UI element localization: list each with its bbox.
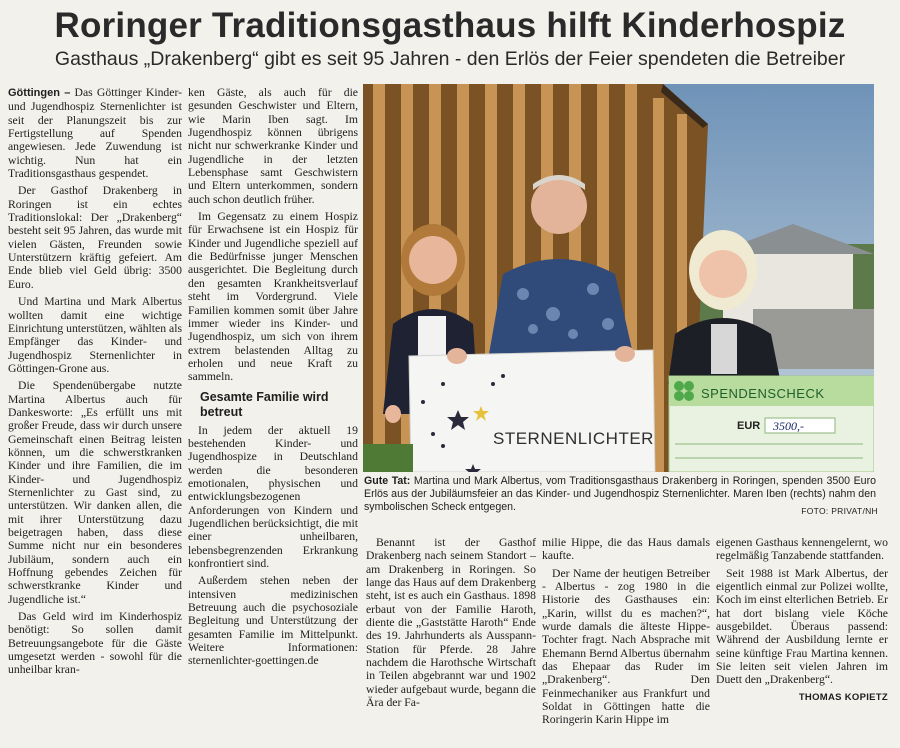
paragraph: Die Spendenübergabe nutzte Martina Albertus auch für Dankesworte: „Es erfüllt uns mit großer Freude, dass wir durch unsere Gemeinschaft einen Beitrag leisten können, um die schwerstkranken Kinder und ihre Familien, die im Kinder- und Jugendhospiz Sternenlichter zu Gast sind, zu unterstützen. Wir danken allen, die mit ihrer Unterstützung dazu beigetragen haben, dass diese Summe nicht nur ein besonderes Jubiläum, sondern auch ein Hoffnung gebendes Zeichen für schwerstkranke Kinder und Jugendliche ist.“ [8, 379, 182, 606]
sign-text: STERNENLICHTER [493, 429, 654, 448]
author-byline: THOMAS KOPIETZ [798, 691, 888, 703]
paragraph: Seit 1988 ist Mark Albertus, der eigentlich einmal zur Polizei wollte, Koch im einst elterlichen Betrieb. Er hat dort bislang viele Köche ausgebildet. Überaus passend: Während der Ausbildung lernte er seine künftige Frau Martina kennen. Sie leiten seit vielen Jahren im Duett den „Drakenberg“. [716, 566, 889, 687]
paragraph: Das Geld wird im Kinderhospiz benötigt: So sollen damit Betreuungsangebote für die Gäste umgesetzt werden - sowohl für die unheilbar kran- [8, 610, 182, 677]
column-2 [188, 86, 358, 672]
paragraph: milie Hippe, die das Haus damals kaufte. [542, 536, 710, 563]
subheadline: Gasthaus „Drakenberg“ gibt es seit 95 Jahren - den Erlös der Feier spendeten die Betreiber [54, 48, 846, 70]
column-5 [542, 536, 710, 731]
paragraph: eigenen Gasthaus kennengelernt, wo regelmäßig Tanzabende stattfanden. [716, 536, 888, 563]
column-4 [366, 536, 536, 713]
paragraph: ken Gäste, als auch für die gesunden Geschwister und Eltern, wie Marin Iben sagt. Im Jugendhospiz können übrigens nicht nur schwerkranke Kinder und Jugendliche in der letzten Lebensphase samt Geschwistern und Eltern unterkommen, sondern auch schon deutlich früher. [188, 86, 358, 206]
paragraph: Göttingen – Das Göttinger Kinder- und Jugendhospiz Sternenlichter ist seit der Planungszeit bis zur Fertigstellung auf Spenden angewiesen. Jede Zuwendung ist wichtig. Nun hat ein Traditionsgasthaus gespendet. [8, 86, 182, 181]
section-subhead: Gesamte Familie wird betreut [200, 389, 329, 419]
column-1 [8, 86, 182, 681]
check-currency: EUR [737, 420, 761, 432]
caption-text: Martina und Mark Albertus, vom Traditionsgasthaus Drakenberg in Roringen, spenden 3500 Euro Erlös aus der Jubiläumsfeier an das Kinder- und Jugendhospiz Sternenlichter. Maren Iben (rechts) nahm den symbolischen Scheck entgegen. [364, 475, 876, 513]
check-title: SPENDENSCHECK [701, 386, 825, 401]
article-photo [363, 84, 874, 472]
paragraph: In jedem der aktuell 19 bestehenden Kinder- und Jugendhospize in Deutschland werden die besonderen emotionalen, physischen und entwicklungsbezogenen Anforderungen von Kindern und Jugendlichen berücksichtigt, die mit einer unheilbaren, lebensbegrenzenden Erkrankung konfrontiert sind. [188, 423, 358, 570]
photo-caption [364, 475, 876, 514]
photo-illustration [363, 84, 874, 472]
column-6 [716, 536, 888, 704]
headline: Roringer Traditionsgasthaus hilft Kinderhospiz [54, 6, 846, 45]
paragraph: Außerdem stehen neben der intensiven medizinischen Betreuung auch die psychosoziale Begleitung und Unterstützung der gesamten Familie im Mittelpunkt. Weitere Informationen: sternenlichter-goettingen.de [188, 574, 358, 668]
paragraph: Benannt ist der Gasthof Drakenberg nach seinem Standort – am Drakenberg in Roringen. So lange das Haus auf dem Drakenberg steht, ist es auch ein Gasthaus. 1898 erbaut von der Familie Haroth, diente die „Gaststätte Haroth“ Ende des 19. Jahrhunderts als Ausspann-Station für Pferde. 28 Jahre nachdem die Harothsche Wirtschaft in Teilen abgebrannt war und 1902 wieder aufgebaut wurde, begann die Ära der Fa- [366, 536, 536, 710]
photo-credit: FOTO: PRIVAT/NH [801, 506, 878, 516]
dateline: Göttingen – [8, 87, 71, 99]
caption-lead: Gute Tat: [364, 475, 411, 487]
paragraph: Der Gasthof Drakenberg in Roringen ist ein echtes Traditionslokal: Der „Drakenberg“ besteht seit 95 Jahren, das wurde mit vielen Gästen, Freunden sowie Unterstützern kräftig gefeiert. Am Ende blieb viel Geld übrig: 3500 Euro. [8, 184, 182, 291]
check-amount: 3500,- [773, 419, 804, 433]
paragraph: Der Name der heutigen Betreiber - Albertus - zog 1980 in die Historie des Gasthauses ein: „Karin, willst du es machen?“, wurde damals die älteste Hippe-Tochter fragt. Nach Absprache mit Ehemann Bernd Albertus übernahm das Ehepaar das Ruder im „Drakenberg“. Den Feinmechaniker aus Frankfurt und Soldat in Göttingen hatte die Roringerin Karin Hippe im [542, 566, 710, 727]
paragraph: Im Gegensatz zu einem Hospiz für Erwachsene ist ein Hospiz für Kinder und Jugendliche speziell auf die Bedürfnisse junger Menschen ausgerichtet. Die Begleitung durch den gesamten Krankheitsverlauf steht im Vordergrund. Viele Familien kommen somit über Jahre immer wieder ins Kinder- und Jugendhospiz, um sich von ihrem extrem belastenden Alltag zu erholen und neue Kraft zu sammeln. [188, 210, 358, 384]
paragraph: Und Martina und Mark Albertus wollten damit eine wichtige Einrichtung unterstützen, wählten als Empfänger das Kinder- und Jugendhospiz Sternenlichter in Göttingen-Grone aus. [8, 295, 182, 375]
